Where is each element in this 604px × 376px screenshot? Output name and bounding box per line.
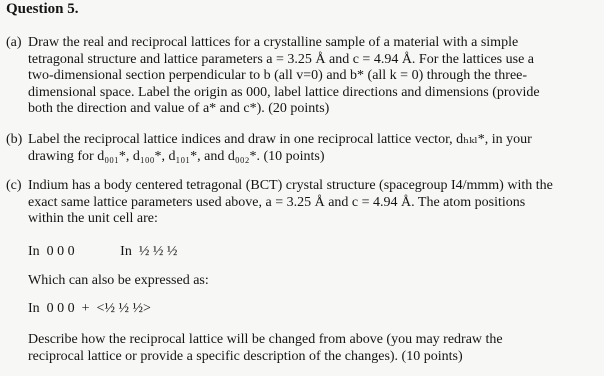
part-c-line-2: exact same lattice parameters used above, a = 3.25 Å and c = 4.94 Å. The atom positions [28, 194, 526, 210]
describe-line-1: Describe how the reciprocal lattice will be changed from above (you may redraw the [28, 332, 503, 347]
part-a-line-4: dimensional space. Label the origin as 000, label lattice directions and dimensions (provide [28, 84, 540, 100]
part-b-body [28, 132, 532, 165]
part-a-body [28, 35, 540, 118]
part-b-line-2: drawing for d₀₀₁*, d₁₀₀*, d₁₀₁*, and d₀₀₂*. (10 points) [28, 148, 325, 164]
describe-line-2: reciprocal lattice or provide a specific description of the changes). (10 points) [28, 348, 463, 364]
expressed-line [28, 273, 209, 290]
expressed-text: Which can also be expressed as: [28, 273, 209, 288]
part-c-line-1: Indium has a body centered tetragonal (BCT) crystal structure (spacegroup I4/mmm) with the [28, 178, 553, 193]
part-c-line-3: within the unit cell are: [28, 211, 158, 226]
part-a-line-5: both the direction and value of a* and c*). (20 points) [28, 101, 330, 116]
atom-positions-text: In 0 0 0 In ½ ½ ½ [28, 244, 178, 259]
part-a-line-2: tetragonal structure and lattice parameters a = 3.25 Å and c = 4.94 Å. For the lattices use a [28, 51, 535, 67]
part-c-body [28, 178, 553, 228]
part-b-label: (b) [6, 132, 23, 147]
part-c-label: (c) [6, 178, 22, 193]
part-a-line-1: Draw the real and reciprocal lattices for a crystalline sample of a material with a simple [28, 35, 519, 50]
describe-block [28, 332, 602, 365]
part-a-line-3: two-dimensional section perpendicular to b (all v=0) and b* (all k = 0) through the three- [28, 68, 528, 83]
question-title: Question 5. [6, 1, 79, 17]
part-a-label: (a) [6, 35, 22, 50]
atom-positions-line [28, 244, 177, 261]
part-b-line-1: Label the reciprocal lattice indices and draw in one reciprocal lattice vector, dₕₖₗ*, in your [28, 132, 532, 147]
vector-text: In 0 0 0 + <½ ½ ½> [28, 301, 151, 316]
vector-line [28, 301, 151, 318]
